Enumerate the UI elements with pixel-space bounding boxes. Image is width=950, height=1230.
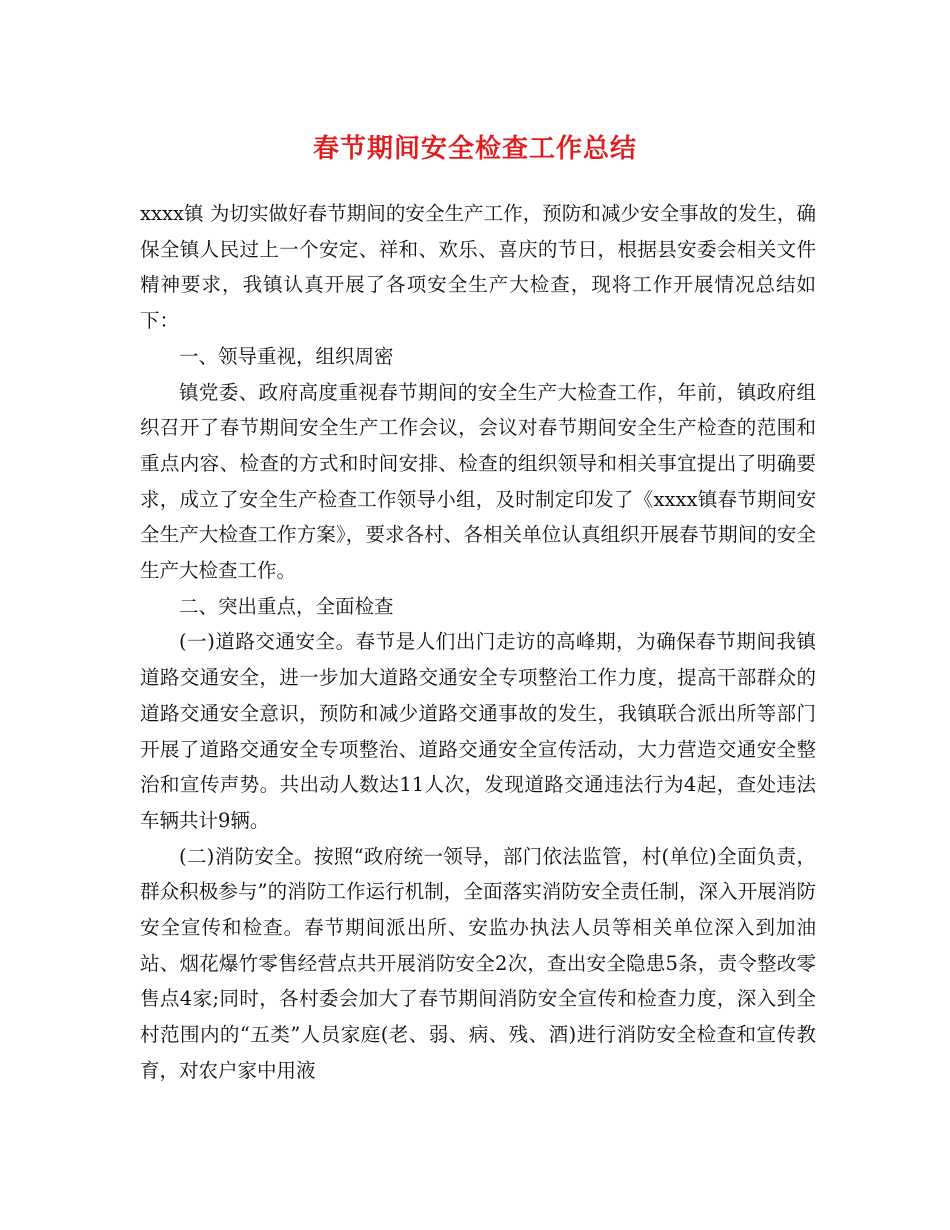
fire-safety-paragraph: (二)消防安全。按照“政府统一领导，部门依法监管，村(单位)全面负责，群众积极参与”的消防工作运行机制，全面落实消防安全责任制，深入开展消防安全宣传和检查。春节期间派出所、安监办执法人员等相关单位深入到加油站、烟花爆竹零售经营点共开展消防安全2次，查出安全隐患5条，责令整改零售点4家;同时，各村委会加大了春节期间消防安全宣传和检查力度，深入到全村范围内的“五类”人员家庭(老、弱、病、残、酒)进行消防安全检查和宣传教育，对农户家中用液 bbox=[140, 844, 816, 1082]
intro-paragraph: xxxx镇 为切实做好春节期间的安全生产工作，预防和减少安全事故的发生，确保全镇人民过上一个安定、祥和、欢乐、喜庆的节日，根据县安委会相关文件精神要求，我镇认真开展了各项安全生产大检查，现将工作开展情况总结如下： bbox=[140, 202, 816, 333]
section-1-paragraph: 镇党委、政府高度重视春节期间的安全生产大检查工作，年前，镇政府组织召开了春节期间安全生产工作会议，会议对春节期间安全生产检查的范围和重点内容、检查的方式和时间安排、检查的组织领导和相关事宜提出了明确要求，成立了安全生产检查工作领导小组，及时制定印发了《xxxx镇春节期间安全生产大检查工作方案》，要求各村、各相关单位认真组织开展春节期间的安全生产大检查工作。 bbox=[140, 380, 816, 583]
section-heading-1: 一、领导重视，组织周密 bbox=[179, 344, 394, 368]
document-title: 春节期间安全检查工作总结 bbox=[312, 134, 637, 164]
section-heading-2: 二、突出重点，全面检查 bbox=[179, 594, 394, 618]
road-safety-paragraph: (一)道路交通安全。春节是人们出门走访的高峰期，为确保春节期间我镇道路交通安全，进一步加大道路交通安全专项整治工作力度，提高干部群众的道路交通安全意识，预防和减少道路交通事故的发生，我镇联合派出所等部门开展了道路交通安全专项整治、道路交通安全宣传活动，大力营造交通安全整治和宣传声势。共出动人数达11人次，发现道路交通违法行为4起，查处违法车辆共计9辆。 bbox=[140, 630, 816, 832]
document-body bbox=[140, 196, 816, 1089]
